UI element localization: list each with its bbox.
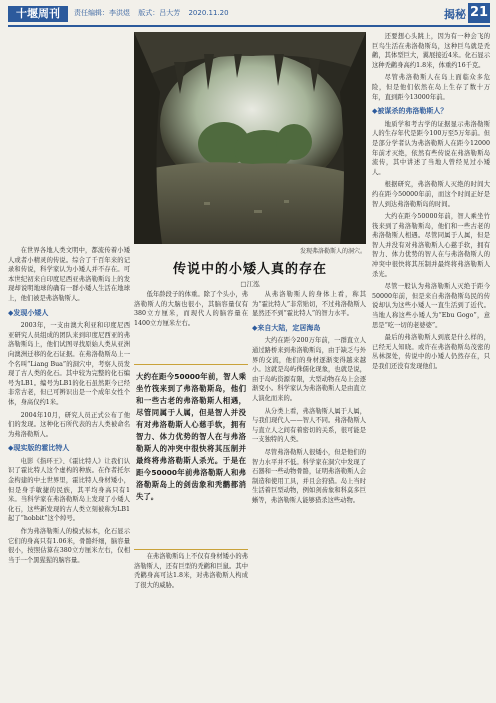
intro-paragraph: 在世界各地人类文明中，都流传着小矮人或者小精灵的传说。综合了千百年来的记录和传说，科学家认为小矮人并不存在。可本世纪初来自印度尼西亚弗洛勒斯岛上的发现却说明地球的确有一群小矮人生活在地球上，他们被是弗洛勒斯人。 — [8, 247, 130, 302]
center-column-1-top — [134, 290, 248, 362]
section-heading: ◆被谋杀的弗洛勒斯人？ — [372, 107, 448, 116]
page-header — [0, 0, 496, 36]
body-paragraph: 尽管弗洛勒斯人在岛上面临众多危险，但是他们依然在岛上生存了数十万年，直到距今13000年前。 — [372, 74, 490, 101]
design-credit: 版式：吕大芳 — [138, 9, 181, 17]
body-paragraph: 作为弗洛勒斯人的模式标本，化石显示它们的身高只有1.06米，骨骼纤细，脑容量很小，按照估算在380立方厘米左右，仅相当于一个黑猩猩的脑容量。 — [8, 528, 130, 564]
body-paragraph: 2003年，一支由澳大利亚和印度尼西亚研究人员组成的团队来到印度尼西亚的弗洛勒斯岛上，他们试图寻找原始人类从亚洲向澳洲迁移的化石证据。在弗洛勒斯岛上一个名叫“Liang Bua”的洞穴中，考察人员发现了古人类的化石。其中较为完整的化石编号为LB1。编号为LB1的化石虽然距今已经非常古老，但已可辨识出是一个成年女性个体，身高仅约1米。 — [8, 322, 130, 406]
section-tag: 揭秘 — [444, 8, 466, 21]
body-paragraph: 大约在距今200万年前，一群直立人通过路桥来到弗洛勒斯岛，由于缺乏与外界的交流，他们的身材逐渐变得越来越小。这就是岛屿侏儒化现象，也就是说，由于岛屿资源有限，大型动物在岛上会逐渐变小。科学家认为弗洛勒斯人是由直立人演化而来的。 — [252, 337, 366, 402]
body-paragraph: 尽管弗洛勒斯人很矮小，但是他们的智力水平并不低。科学家在洞穴中发现了石器和一些动物骨骼，证明弗洛勒斯人会制造和使用工具，并且会狩猎。岛上当时生活着巨型动物，例如剑齿象和科莫多巨蜥等，弗洛勒斯人能够猎杀这些动物。 — [252, 448, 366, 504]
issue-date: 2020.11.20 — [188, 9, 229, 17]
body-paragraph: 从分类上看，弗洛勒斯人属于人属，与我们现代人——智人不同。弗洛勒斯人与直立人之间有着密切的关系，很可能是一支独特的人类。 — [252, 407, 366, 444]
section-heading: ◆来自大陆，定居海岛 — [252, 323, 321, 332]
body-paragraph: 地质学和考古学的证据显示弗洛勒斯人的生存年代是距今100万至5万年前。但是部分学者认为弗洛勒斯人在距今12000年前才灭绝，依然有些传说在弗洛勒斯岛流传，其中讲述了当地人曾经见过小矮人。 — [372, 120, 490, 176]
section-heading: ◆现实版的霍比特人 — [8, 444, 70, 453]
center-column-2 — [252, 290, 366, 701]
masthead: 十堰周刊 — [8, 6, 68, 22]
body-paragraph: 2004年10月，研究人员正式公布了他们的发现。这种化石所代表的古人类被命名为弗洛勒斯人。 — [8, 411, 130, 438]
header-meta — [74, 8, 235, 18]
left-column — [8, 246, 130, 701]
body-paragraph: 还要想心头跳上，因为有一种会飞的巨鸟生活在弗洛勒斯岛，这种巨鸟就是秃鹳，其体型巨大，翼展接近4米。化石显示这种秃鹳身高约1.8米，体重约16千克。 — [372, 33, 490, 69]
article-title: 传说中的小矮人真的存在 — [172, 262, 327, 277]
body-paragraph: 电影《指环王》、《霍比特人》让我们认识了霍比特人这个虚构的种族。在作者托尔金构建的中土世界里，霍比特人身材矮小，但是身手敏捷的民族，其平均身高只有1米。当科学家在弗洛勒斯岛上发现了小矮人化石，这些新发现的古人类立刻被称为LB1起了“hobbit”这个绰号。 — [8, 457, 130, 523]
cave-photo — [134, 32, 366, 244]
pull-quote: 大约在距今50000年前，智人乘坐竹筏来到了弗洛勒斯岛，他们和一些古老的弗洛勒斯人相遇，尽管同属于人属，但是智人并没有对弗洛勒斯人心慈手软，拥有智力、体力优势的智人在与弗洛勒斯人的冲突中很快将其压制并最终将弗洛勒斯人杀光。于是在距今50000年前弗洛勒斯人和弗洛勒斯岛上的剑齿象和秃鹳都消失了。 — [134, 364, 248, 550]
body-paragraph: 尽管一般认为弗洛勒斯人灭绝于距今50000年前，但是来自弗洛勒斯岛民的传说却认为这些小矮人一直生活到了近代。当地人称这些小矮人为“Ebu Gogo”，意思是“吃一切的老婆婆”。 — [372, 283, 490, 329]
body-paragraph: 大约在距今50000年前，智人乘坐竹筏来到了弗洛勒斯岛，他们和一些古老的弗洛勒斯人相遇。尽管同属于人属，但是智人并没有对弗洛勒斯人心慈手软，拥有智力、体力优势的智人在与弗洛勒斯人的冲突中很快将其压制并最终将弗洛勒斯人杀光。 — [372, 213, 490, 278]
cave-illustration — [134, 32, 366, 244]
center-column-1-bottom — [134, 552, 248, 701]
editor-credit: 责任编辑：李洪煜 — [74, 9, 130, 17]
section-heading: ◆发现小矮人 — [8, 308, 49, 317]
body-paragraph: 根据研究，弗洛勒斯人灭绝的时间大约在距今50000年前，而这个时间正好是智人到达弗洛勒斯岛的时间。 — [372, 181, 490, 208]
page-number: 21 — [468, 3, 490, 23]
body-paragraph: 低年龄段子的体重。除了个头小，弗洛勒斯人的大脑也很小，其脑容量仅有380立方厘米，而现代人的脑容量在1400立方厘米左右。 — [134, 291, 248, 327]
header-rule — [8, 25, 490, 27]
article-title-block — [134, 258, 366, 288]
body-paragraph: 从弗洛勒斯人的身体上看，称其为“霍比特人”非常贴切，不过弗洛勒斯人显然还不到“霍比特人”的智力水平。 — [252, 291, 366, 318]
article-byline: □江泓 — [240, 280, 260, 288]
body-paragraph: 在弗洛勒斯岛上不仅有身材矮小的弗洛勒斯人，还有巨型的秃鹳和巨鼠。其中秃鹳身高可达1.8米，对弗洛勒斯人构成了很大的威胁。 — [134, 553, 248, 589]
right-column — [372, 32, 490, 701]
body-paragraph: 最后的弗洛勒斯人到底是什么样的，已经无人知晓。或许在弗洛勒斯岛茂密的丛林深处，传说中的小矮人仍然存在，只是我们还没有发现他们。 — [372, 334, 490, 370]
photo-caption: 发现弗洛勒斯人的洞穴。 — [299, 248, 366, 255]
